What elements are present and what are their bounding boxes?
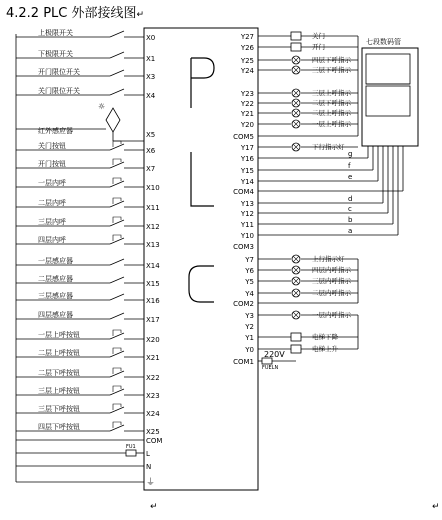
plc-letter-c xyxy=(189,266,214,302)
output-terminal-y6: Y6 xyxy=(245,267,254,275)
output-label-y1: 电梯下降 xyxy=(312,333,338,341)
input-terminal-x14: X14 xyxy=(146,262,160,270)
output-label-y5: 三层内呼指示 xyxy=(312,277,351,285)
segment-lower-box xyxy=(366,86,410,116)
output-terminal-y21: Y21 xyxy=(240,110,254,118)
input-common-l: L xyxy=(146,450,150,458)
input-terminal-x3: X3 xyxy=(146,73,156,81)
output-terminal-y12: Y12 xyxy=(240,210,254,218)
output-terminal-y11: Y11 xyxy=(240,221,254,229)
button-contact-x24 xyxy=(110,407,124,413)
button-contact-x20 xyxy=(110,333,124,339)
button-contact-x23 xyxy=(110,389,124,395)
input-terminal-x17: X17 xyxy=(146,316,160,324)
output-terminal-com1: COM1 xyxy=(233,358,254,366)
input-terminal-x22: X22 xyxy=(146,374,160,382)
supply-220v-label: 220V xyxy=(264,350,285,359)
output-terminal-y25: Y25 xyxy=(240,57,254,65)
relay-coil-y0 xyxy=(291,345,301,353)
page-heading: 4.2.2 PLC 外部接线图↵ xyxy=(6,6,145,21)
relay-coil-y27 xyxy=(291,32,301,40)
input-terminal-x5: X5 xyxy=(146,131,156,139)
output-label-y26: 开门 xyxy=(312,43,325,51)
input-label-x14: 一层感应器 xyxy=(38,257,73,265)
button-contact-x22 xyxy=(110,371,124,377)
output-terminal-y2: Y2 xyxy=(245,323,254,331)
output-label-y22: 二层下呼指示 xyxy=(312,99,351,107)
button-contact-x13 xyxy=(110,238,124,244)
input-label-x12: 三层内呼 xyxy=(38,218,66,226)
button-contact-x10 xyxy=(110,181,124,187)
switch-contact-x4 xyxy=(110,89,124,95)
input-common-n: N xyxy=(146,463,152,471)
input-label-infrared: 红外感应器 xyxy=(38,127,73,135)
output-terminal-y20: Y20 xyxy=(240,121,254,129)
fuse-output-label: FUELN xyxy=(262,365,279,371)
output-terminal-y27: Y27 xyxy=(240,33,254,41)
segment-letter-a: a xyxy=(348,227,353,235)
output-label-y24: 三层下呼指示 xyxy=(312,66,351,74)
segment-letter-c: c xyxy=(348,205,352,213)
output-label-y21: 二层上呼指示 xyxy=(312,109,351,117)
output-terminal-y24: Y24 xyxy=(240,67,254,75)
input-terminal-x4: X4 xyxy=(146,92,156,100)
output-label-y27: 关门 xyxy=(312,32,325,40)
button-contact-x21 xyxy=(110,351,124,357)
output-label-y25: 四层下呼指示 xyxy=(312,56,351,64)
output-label-y0: 电梯上升 xyxy=(312,345,338,353)
segment-letter-f: f xyxy=(348,162,351,170)
input-terminal-x24: X24 xyxy=(146,410,160,418)
output-terminal-y7: Y7 xyxy=(245,256,254,264)
switch-contact-x0 xyxy=(110,31,124,37)
input-terminal-x25: X25 xyxy=(146,428,160,436)
input-label-x15: 二层感应器 xyxy=(38,275,73,283)
output-terminal-y5: Y5 xyxy=(245,278,254,286)
input-terminal-x10: X10 xyxy=(146,184,160,192)
input-label-x24: 三层下呼按钮 xyxy=(38,405,80,413)
input-terminal-x7: X7 xyxy=(146,165,156,173)
output-terminal-y0: Y0 xyxy=(245,346,254,354)
input-label-x21: 二层上呼按钮 xyxy=(38,349,80,357)
button-contact-x7 xyxy=(110,162,124,168)
output-terminal-com5: COM5 xyxy=(233,133,254,141)
input-label-x20: 一层上呼按钮 xyxy=(38,331,80,339)
input-label-x13: 四层内呼 xyxy=(38,236,66,244)
plc-letter-p xyxy=(191,58,214,108)
input-label-x6: 关门按钮 xyxy=(38,142,66,150)
button-contact-x6 xyxy=(110,144,124,150)
segment-letter-e: e xyxy=(348,173,353,181)
output-terminal-y3: Y3 xyxy=(245,312,254,320)
fuse-fu1-label: FU1 xyxy=(126,444,136,450)
input-common-com: COM xyxy=(146,437,163,445)
input-common-ground: ⏚ xyxy=(146,478,156,488)
input-label-x0: 上极限开关 xyxy=(38,29,73,37)
input-label-x25: 四层下呼按钮 xyxy=(38,423,80,431)
input-terminal-x23: X23 xyxy=(146,392,160,400)
switch-contact-x1 xyxy=(110,52,124,58)
output-terminal-y1: Y1 xyxy=(245,334,254,342)
seven-segment-label: 七段数码管 xyxy=(366,38,401,46)
input-terminal-x1: X1 xyxy=(146,55,156,63)
plc-letter-l xyxy=(191,152,214,206)
output-label-y6: 四层内呼指示 xyxy=(312,266,351,274)
output-label-y20: 一层上呼指示 xyxy=(312,120,351,128)
relay-coil-y1 xyxy=(291,333,301,341)
input-terminal-x21: X21 xyxy=(146,354,160,362)
input-terminal-x16: X16 xyxy=(146,297,160,305)
infrared-sensor-icon xyxy=(106,108,120,132)
segment-letter-g: g xyxy=(348,150,353,158)
switch-contact-x14 xyxy=(110,259,124,265)
output-terminal-y23: Y23 xyxy=(240,90,254,98)
switch-contact-x3 xyxy=(110,70,124,76)
output-terminal-com4: COM4 xyxy=(233,188,254,196)
return-mark-bottom: ↵ xyxy=(150,502,158,512)
output-label-y17: 下行指示灯 xyxy=(312,143,345,151)
input-label-x4: 关门限位开关 xyxy=(38,87,80,95)
output-terminal-y26: Y26 xyxy=(240,44,254,52)
switch-contact-x15 xyxy=(110,277,124,283)
input-terminal-x0: X0 xyxy=(146,34,156,42)
output-terminal-y22: Y22 xyxy=(240,100,254,108)
input-terminal-x20: X20 xyxy=(146,336,160,344)
return-mark-right: ↵ xyxy=(432,502,440,512)
input-label-x11: 二层内呼 xyxy=(38,199,66,207)
sensor-light-icon: ☼ xyxy=(98,102,106,111)
input-label-x1: 下极限开关 xyxy=(38,50,73,58)
output-label-y23: 三层上呼指示 xyxy=(312,89,351,97)
output-terminal-y13: Y13 xyxy=(240,200,254,208)
input-terminal-x12: X12 xyxy=(146,223,160,231)
output-terminal-y16: Y16 xyxy=(240,155,254,163)
button-contact-x25 xyxy=(110,425,124,431)
output-terminal-y4: Y4 xyxy=(245,290,254,298)
input-terminal-x13: X13 xyxy=(146,241,160,249)
output-terminal-com2: COM2 xyxy=(233,300,254,308)
output-label-y7: 上行指示灯 xyxy=(312,255,345,263)
output-label-y3: 一层内呼指示 xyxy=(312,311,351,319)
button-contact-x12 xyxy=(110,220,124,226)
segment-upper-box xyxy=(366,54,410,84)
output-label-y4: 二层内呼指示 xyxy=(312,289,351,297)
input-label-x7: 开门按钮 xyxy=(38,160,66,168)
input-label-x17: 四层感应器 xyxy=(38,311,73,319)
input-label-x10: 一层内呼 xyxy=(38,179,66,187)
output-terminal-com3: COM3 xyxy=(233,243,254,251)
segment-letter-d: d xyxy=(348,195,353,203)
input-label-x3: 开门限位开关 xyxy=(38,68,80,76)
input-terminal-x11: X11 xyxy=(146,204,160,212)
button-contact-x11 xyxy=(110,201,124,207)
switch-contact-x16 xyxy=(110,294,124,300)
input-label-x16: 三层感应器 xyxy=(38,292,73,300)
output-terminal-y14: Y14 xyxy=(240,178,254,186)
input-terminal-x15: X15 xyxy=(146,280,160,288)
output-terminal-y17: Y17 xyxy=(240,144,254,152)
input-label-x22: 二层下呼按钮 xyxy=(38,369,80,377)
output-terminal-y10: Y10 xyxy=(240,232,254,240)
switch-contact-x17 xyxy=(110,313,124,319)
relay-coil-y26 xyxy=(291,43,301,51)
segment-letter-b: b xyxy=(348,216,353,224)
output-terminal-y15: Y15 xyxy=(240,167,254,175)
input-terminal-x6: X6 xyxy=(146,147,156,155)
fuse-fu1 xyxy=(126,450,136,456)
input-label-x23: 三层上呼按钮 xyxy=(38,387,80,395)
